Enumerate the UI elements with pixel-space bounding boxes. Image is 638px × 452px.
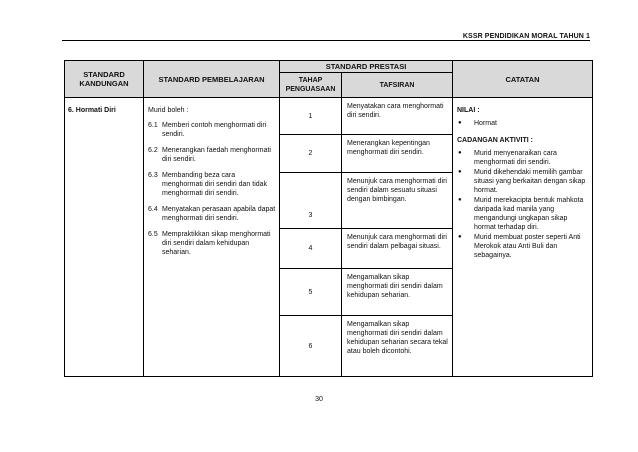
pembelajaran-item xyxy=(148,171,276,198)
tahap-cell: 2 xyxy=(280,135,342,173)
tafsiran-cell: Mengamalkan sikap menghormati diri sendiri dalam kehidupan seharian secara tekal atau boleh dicontohi. xyxy=(342,316,453,377)
header-standard-pembelajaran: STANDARD PEMBELAJARAN xyxy=(144,61,280,98)
aktiviti-item xyxy=(457,233,588,260)
pembelajaran-item-num: 6.2 xyxy=(148,147,158,154)
pembelajaran-item xyxy=(148,230,276,257)
pembelajaran-item-text: Menyatakan perasaan apabila dapat menghormati diri sendiri. xyxy=(162,206,276,222)
pembelajaran-item-text: Menerangkan faedah menghormati diri sendiri. xyxy=(162,147,271,163)
aktiviti-heading: CADANGAN AKTIVITI : xyxy=(457,137,533,144)
aktiviti-item-text: Murid menyenaraikan cara menghormati diri sendiri. xyxy=(474,150,557,166)
nilai-item-text: Hormat xyxy=(474,120,497,127)
tahap-cell: 6 xyxy=(280,316,342,377)
header-standard-kandungan: STANDARD KANDUNGAN xyxy=(65,61,144,98)
page-header xyxy=(62,20,590,41)
pembelajaran-item-text: Mempraktikkan sikap menghormati diri sendiri dalam kehidupan seharian. xyxy=(162,231,271,256)
tafsiran-cell: Mengamalkan sikap menghormati diri sendiri dalam kehidupan seharian. xyxy=(342,269,453,316)
page-number: 30 xyxy=(315,396,323,403)
header-catatan: CATATAN xyxy=(453,61,593,98)
pembelajaran-item xyxy=(148,121,276,139)
tafsiran-cell: Menerangkan kepentingan menghormati diri sendiri. xyxy=(342,135,453,173)
pembelajaran-item xyxy=(148,146,276,164)
bullet-icon: ● xyxy=(458,197,462,203)
pembelajaran-item-num: 6.1 xyxy=(148,122,158,129)
pembelajaran-item-num: 6.3 xyxy=(148,172,158,179)
tafsiran-cell: Menyatakan cara menghormati diri sendiri. xyxy=(342,98,453,135)
aktiviti-item-text: Murid membuat poster seperti Anti Merokok atau Anti Buli dan sebagainya. xyxy=(474,234,581,259)
standard-kandungan-cell: 6. Hormati Diri xyxy=(65,98,144,377)
pembelajaran-item-text: Membanding beza cara menghormati diri sendiri dan tidak menghormati diri sendiri. xyxy=(162,172,268,197)
curriculum-table xyxy=(64,60,593,377)
nilai-item xyxy=(457,119,588,128)
aktiviti-item xyxy=(457,168,588,195)
pembelajaran-item-text: Memberi contoh menghormati diri sendiri. xyxy=(162,122,267,138)
nilai-heading: NILAI : xyxy=(457,107,480,114)
standard-pembelajaran-cell xyxy=(144,98,280,377)
tahap-cell: 5 xyxy=(280,269,342,316)
tafsiran-cell: Menunjuk cara menghormati diri sendiri dalam sesuatu situasi dengan bimbingan. xyxy=(342,173,453,229)
tafsiran-cell: Menunjuk cara menghormati diri sendiri dalam pelbagai situasi. xyxy=(342,229,453,269)
tahap-cell: 3 xyxy=(280,173,342,229)
catatan-cell xyxy=(453,98,593,377)
pembelajaran-item-num: 6.5 xyxy=(148,231,158,238)
bullet-icon: ● xyxy=(458,234,462,240)
header-title: KSSR PENDIDIKAN MORAL TAHUN 1 xyxy=(462,33,590,40)
pembelajaran-item xyxy=(148,205,276,223)
aktiviti-item-text: Murid dikehendaki memilih gambar situasi yang berkaitan dengan sikap hormat. xyxy=(474,169,586,194)
bullet-icon: ● xyxy=(458,150,462,156)
aktiviti-item-text: Murid merekacipta bentuk mahkota daripada kad manila yang mengandungi ungkapan sikap hormat terhadap diri. xyxy=(474,197,584,231)
pembelajaran-intro: Murid boleh : xyxy=(148,107,189,114)
header-standard-prestasi: STANDARD PRESTASI xyxy=(280,61,453,73)
bullet-icon: ● xyxy=(458,169,462,175)
header-tahap-penguasaan: TAHAP PENGUASAAN xyxy=(280,73,342,98)
aktiviti-item xyxy=(457,149,588,167)
tahap-cell: 1 xyxy=(280,98,342,135)
aktiviti-item xyxy=(457,196,588,232)
header-tafsiran: TAFSIRAN xyxy=(342,73,453,98)
bullet-icon: ● xyxy=(458,120,462,126)
pembelajaran-item-num: 6.4 xyxy=(148,206,158,213)
tahap-cell: 4 xyxy=(280,229,342,269)
